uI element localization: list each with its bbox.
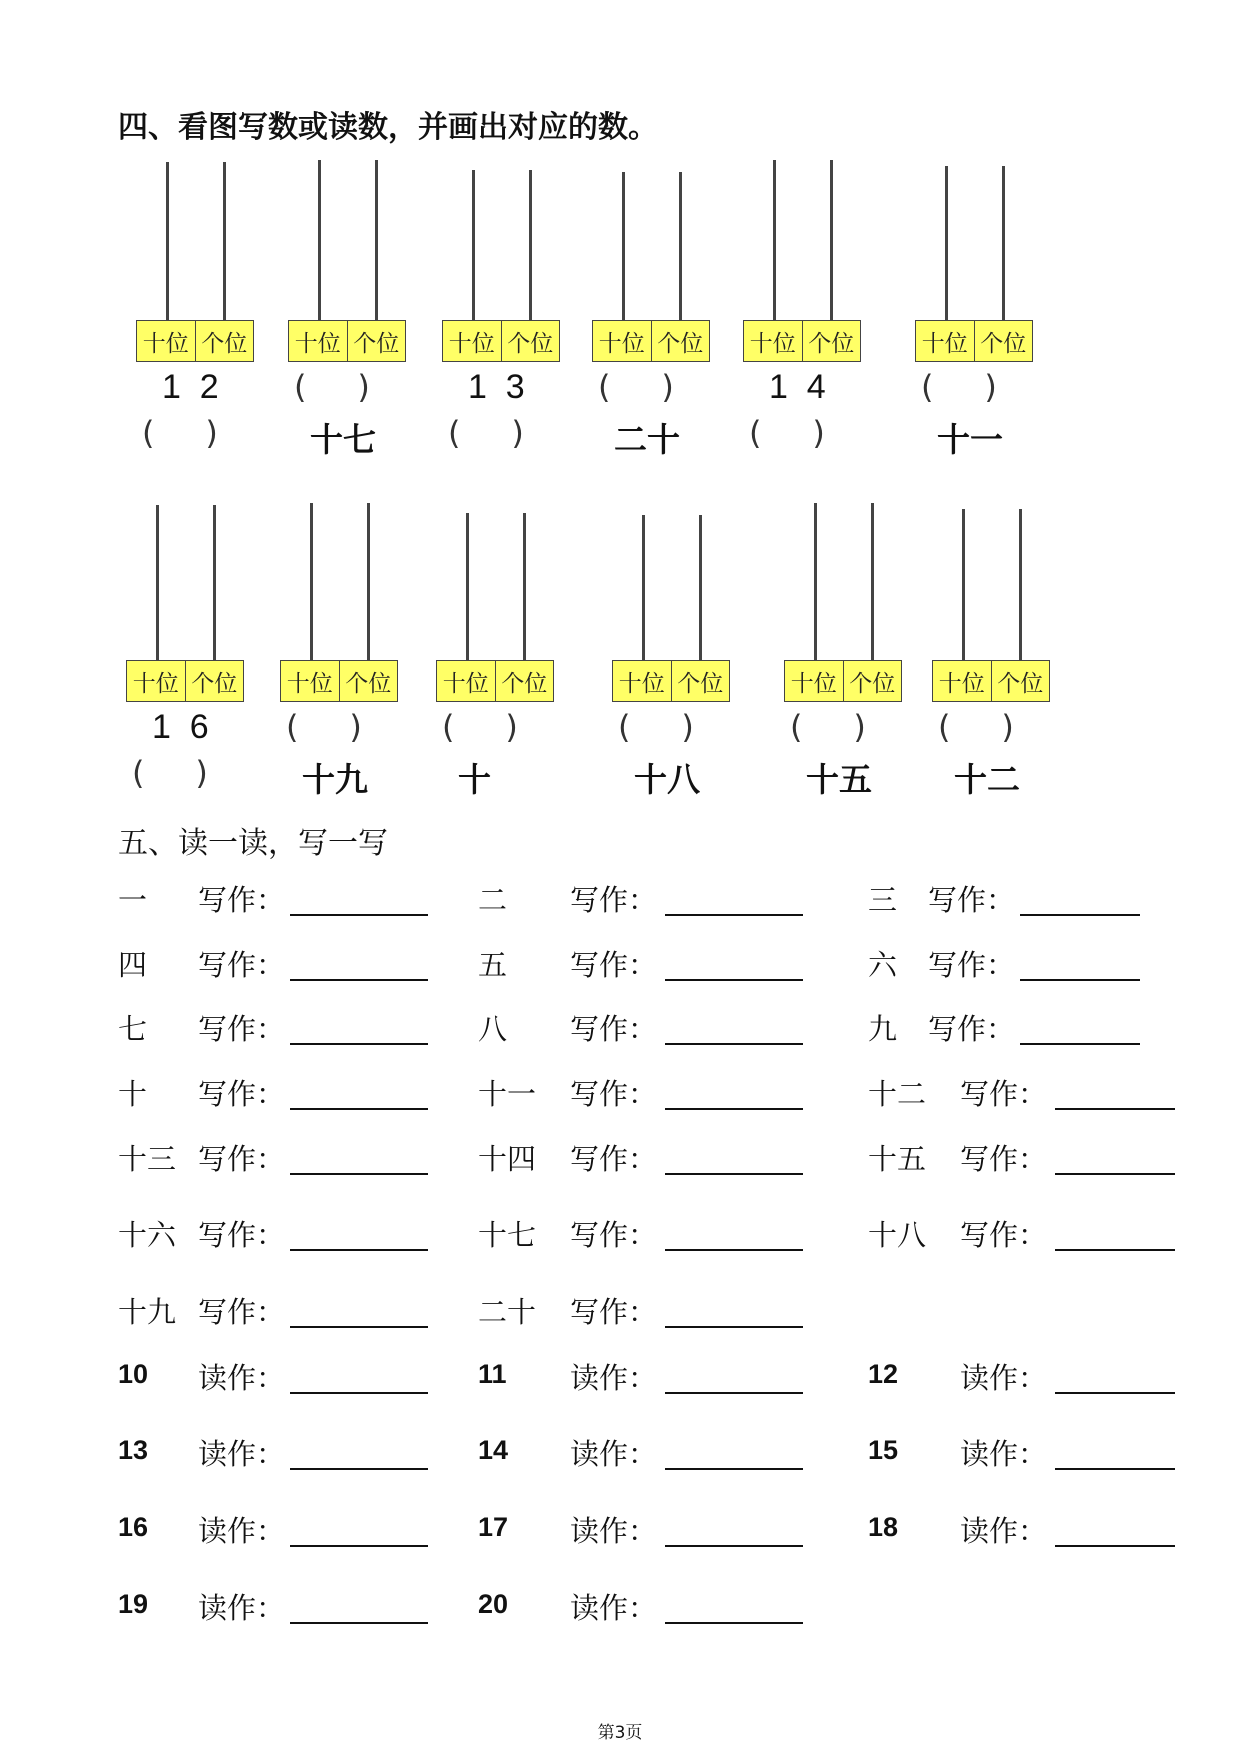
abacus-diagram [436, 513, 576, 799]
chinese-number-label: 十二 [868, 1077, 927, 1111]
place-value-base [280, 660, 398, 702]
abacus-line-2: 十九 [302, 760, 368, 799]
abacus-line-1: 1 3 [468, 368, 525, 406]
ones-place-label: 个位 [185, 661, 244, 701]
abacus-line-1: ( ) [442, 708, 518, 746]
tens-place-label: 十位 [442, 670, 489, 697]
answer-blank[interactable] [665, 1296, 803, 1328]
write-prompt: 写作： [928, 948, 1016, 982]
ones-place-label: 个位 [802, 321, 861, 361]
numeral-label: 20 [478, 1589, 509, 1619]
tens-place-label: 十位 [618, 670, 665, 697]
write-prompt: 写作： [570, 948, 658, 982]
abacus-line-1: 1 6 [152, 708, 209, 746]
tens-rod [945, 166, 948, 320]
tens-rod [310, 503, 313, 660]
write-prompt: 写作： [928, 883, 1016, 917]
abacus-line-1: ( ) [598, 368, 674, 406]
ones-rod [523, 513, 526, 660]
tens-rod [156, 505, 159, 660]
answer-blank[interactable] [665, 1592, 803, 1624]
ones-rod [223, 162, 226, 320]
tens-place-label: 十位 [448, 330, 495, 357]
chinese-number-label: 九 [868, 1012, 898, 1046]
chinese-number-label: 十 [118, 1077, 148, 1111]
abacus-diagram [136, 162, 276, 452]
ones-rod [830, 160, 833, 320]
read-prompt: 读作： [198, 1361, 286, 1395]
place-value-base [288, 320, 406, 362]
read-prompt: 读作： [198, 1437, 286, 1471]
tens-place-label: 十位 [921, 330, 968, 357]
abacus-line-1: 1 4 [769, 368, 826, 406]
abacus-diagram [743, 160, 883, 452]
chinese-number-label: 十五 [868, 1142, 927, 1176]
read-exercise [0, 1432, 1240, 1472]
place-value-base [784, 660, 902, 702]
chinese-number-label: 二 [478, 883, 508, 917]
answer-blank[interactable] [1055, 1362, 1175, 1394]
abacus-line-2: ( ) [132, 754, 208, 792]
place-value-base [915, 320, 1033, 362]
place-value-base [436, 660, 554, 702]
abacus-line-2: ( ) [448, 414, 524, 452]
abacus-line-1: ( ) [286, 708, 362, 746]
write-exercise [0, 1290, 1240, 1330]
ones-place-label: 个位 [651, 321, 710, 361]
abacus-diagram [612, 515, 752, 799]
ones-rod [529, 170, 532, 320]
read-prompt: 读作： [570, 1591, 658, 1625]
write-prompt: 写作： [198, 1142, 286, 1176]
chinese-number-label: 六 [868, 948, 898, 982]
chinese-number-label: 二十 [478, 1295, 537, 1329]
abacus-line-2: ( ) [142, 414, 218, 452]
page-number: 第3页 [597, 1723, 643, 1743]
ones-place-label: 个位 [339, 661, 398, 701]
ones-rod [213, 505, 216, 660]
abacus-line-1: ( ) [294, 368, 370, 406]
ones-place-label: 个位 [501, 321, 560, 361]
section-5-title: 五、读一读，写一写 [118, 826, 388, 861]
abacus-line-1: ( ) [921, 368, 997, 406]
read-exercise [0, 1509, 1240, 1549]
numeral-label: 14 [478, 1435, 509, 1465]
write-exercise [0, 943, 1240, 983]
abacus-line-2: 十二 [954, 760, 1020, 799]
read-exercise [0, 1356, 1240, 1396]
answer-blank[interactable] [1055, 1515, 1175, 1547]
tens-place-label: 十位 [286, 670, 333, 697]
numeral-label: 17 [478, 1512, 509, 1542]
write-exercise [0, 1007, 1240, 1047]
tens-place-label: 十位 [598, 330, 645, 357]
chinese-number-label: 三 [868, 883, 898, 917]
tens-rod [466, 513, 469, 660]
abacus-diagram [932, 509, 1072, 799]
tens-place-label: 十位 [142, 330, 189, 357]
ones-rod [1019, 509, 1022, 660]
place-value-base [442, 320, 560, 362]
ones-rod [679, 172, 682, 320]
abacus-line-1: ( ) [938, 708, 1014, 746]
place-value-base [136, 320, 254, 362]
abacus-line-2: 二十 [614, 420, 680, 459]
abacus-diagram [915, 166, 1055, 459]
chinese-number-label: 八 [478, 1012, 508, 1046]
numeral-label: 13 [118, 1435, 149, 1465]
read-prompt: 读作： [198, 1514, 286, 1548]
read-prompt: 读作： [570, 1361, 658, 1395]
abacus-line-2: 十七 [310, 420, 376, 459]
ones-rod [375, 160, 378, 320]
ones-place-label: 个位 [843, 661, 902, 701]
read-prompt: 读作： [960, 1437, 1048, 1471]
tens-rod [962, 509, 965, 660]
chinese-number-label: 七 [118, 1012, 148, 1046]
answer-blank[interactable] [1020, 884, 1140, 916]
abacus-line-1: ( ) [618, 708, 694, 746]
tens-place-label: 十位 [938, 670, 985, 697]
write-exercise [0, 1072, 1240, 1112]
tens-rod [622, 172, 625, 320]
place-value-base [592, 320, 710, 362]
place-value-base [743, 320, 861, 362]
chinese-number-label: 四 [118, 948, 148, 982]
chinese-number-label: 十六 [118, 1218, 177, 1252]
tens-rod [166, 162, 169, 320]
tens-rod [642, 515, 645, 660]
write-prompt: 写作： [570, 1218, 658, 1252]
ones-place-label: 个位 [671, 661, 730, 701]
place-value-base [126, 660, 244, 702]
read-exercise [0, 1586, 1240, 1626]
write-prompt: 写作： [570, 1295, 658, 1329]
tens-rod [814, 503, 817, 660]
answer-blank[interactable] [1055, 1143, 1175, 1175]
write-prompt: 写作： [198, 1295, 286, 1329]
chinese-number-label: 十一 [478, 1077, 537, 1111]
chinese-number-label: 一 [118, 883, 148, 917]
read-prompt: 读作： [570, 1514, 658, 1548]
answer-blank[interactable] [1055, 1438, 1175, 1470]
ones-place-label: 个位 [991, 661, 1050, 701]
abacus-line-2: 十一 [937, 420, 1003, 459]
write-exercise [0, 1213, 1240, 1253]
chinese-number-label: 五 [478, 948, 508, 982]
answer-blank[interactable] [1055, 1078, 1175, 1110]
tens-place-label: 十位 [294, 330, 341, 357]
abacus-diagram [288, 160, 428, 459]
write-prompt: 写作： [198, 1218, 286, 1252]
read-prompt: 读作： [960, 1514, 1048, 1548]
abacus-diagram [442, 170, 582, 450]
tens-place-label: 十位 [132, 670, 179, 697]
read-prompt: 读作： [960, 1361, 1048, 1395]
numeral-label: 12 [868, 1359, 899, 1389]
tens-rod [472, 170, 475, 320]
write-prompt: 写作： [960, 1077, 1048, 1111]
ones-rod [871, 503, 874, 660]
chinese-number-label: 十九 [118, 1295, 177, 1329]
answer-blank[interactable] [1020, 949, 1140, 981]
abacus-diagram [592, 172, 732, 459]
ones-place-label: 个位 [347, 321, 406, 361]
abacus-line-2: 十八 [634, 760, 700, 799]
tens-place-label: 十位 [749, 330, 796, 357]
numeral-label: 11 [478, 1359, 507, 1389]
write-prompt: 写作： [198, 1012, 286, 1046]
write-prompt: 写作： [928, 1012, 1016, 1046]
ones-rod [699, 515, 702, 660]
abacus-line-1: 1 2 [162, 368, 219, 406]
ones-rod [1002, 166, 1005, 320]
write-prompt: 写作： [198, 948, 286, 982]
place-value-base [932, 660, 1050, 702]
abacus-diagram [126, 505, 266, 792]
write-prompt: 写作： [570, 1077, 658, 1111]
ones-place-label: 个位 [974, 321, 1033, 361]
write-prompt: 写作： [570, 1142, 658, 1176]
write-prompt: 写作： [570, 1012, 658, 1046]
section-4-title: 四、看图写数或读数，并画出对应的数。 [118, 110, 658, 145]
ones-place-label: 个位 [495, 661, 554, 701]
write-prompt: 写作： [198, 883, 286, 917]
write-exercise [0, 1137, 1240, 1177]
tens-rod [318, 160, 321, 320]
tens-rod [773, 160, 776, 320]
numeral-label: 10 [118, 1359, 149, 1389]
answer-blank[interactable] [1020, 1013, 1140, 1045]
numeral-label: 19 [118, 1589, 149, 1619]
numeral-label: 18 [868, 1512, 899, 1542]
chinese-number-label: 十四 [478, 1142, 537, 1176]
ones-place-label: 个位 [195, 321, 254, 361]
numeral-label: 16 [118, 1512, 149, 1542]
write-prompt: 写作： [960, 1218, 1048, 1252]
numeral-label: 15 [868, 1435, 899, 1465]
read-prompt: 读作： [570, 1437, 658, 1471]
write-prompt: 写作： [960, 1142, 1048, 1176]
abacus-line-2: 十 [458, 760, 491, 799]
write-exercise [0, 878, 1240, 918]
ones-rod [367, 503, 370, 660]
place-value-base [612, 660, 730, 702]
write-prompt: 写作： [570, 883, 658, 917]
abacus-diagram [280, 503, 420, 799]
abacus-line-2: 十五 [806, 760, 872, 799]
write-prompt: 写作： [198, 1077, 286, 1111]
abacus-diagram [784, 503, 924, 799]
answer-blank[interactable] [1055, 1219, 1175, 1251]
abacus-line-1: ( ) [790, 708, 866, 746]
chinese-number-label: 十三 [118, 1142, 177, 1176]
tens-place-label: 十位 [790, 670, 837, 697]
read-prompt: 读作： [198, 1591, 286, 1625]
abacus-line-2: ( ) [749, 414, 825, 452]
chinese-number-label: 十八 [868, 1218, 927, 1252]
chinese-number-label: 十七 [478, 1218, 537, 1252]
